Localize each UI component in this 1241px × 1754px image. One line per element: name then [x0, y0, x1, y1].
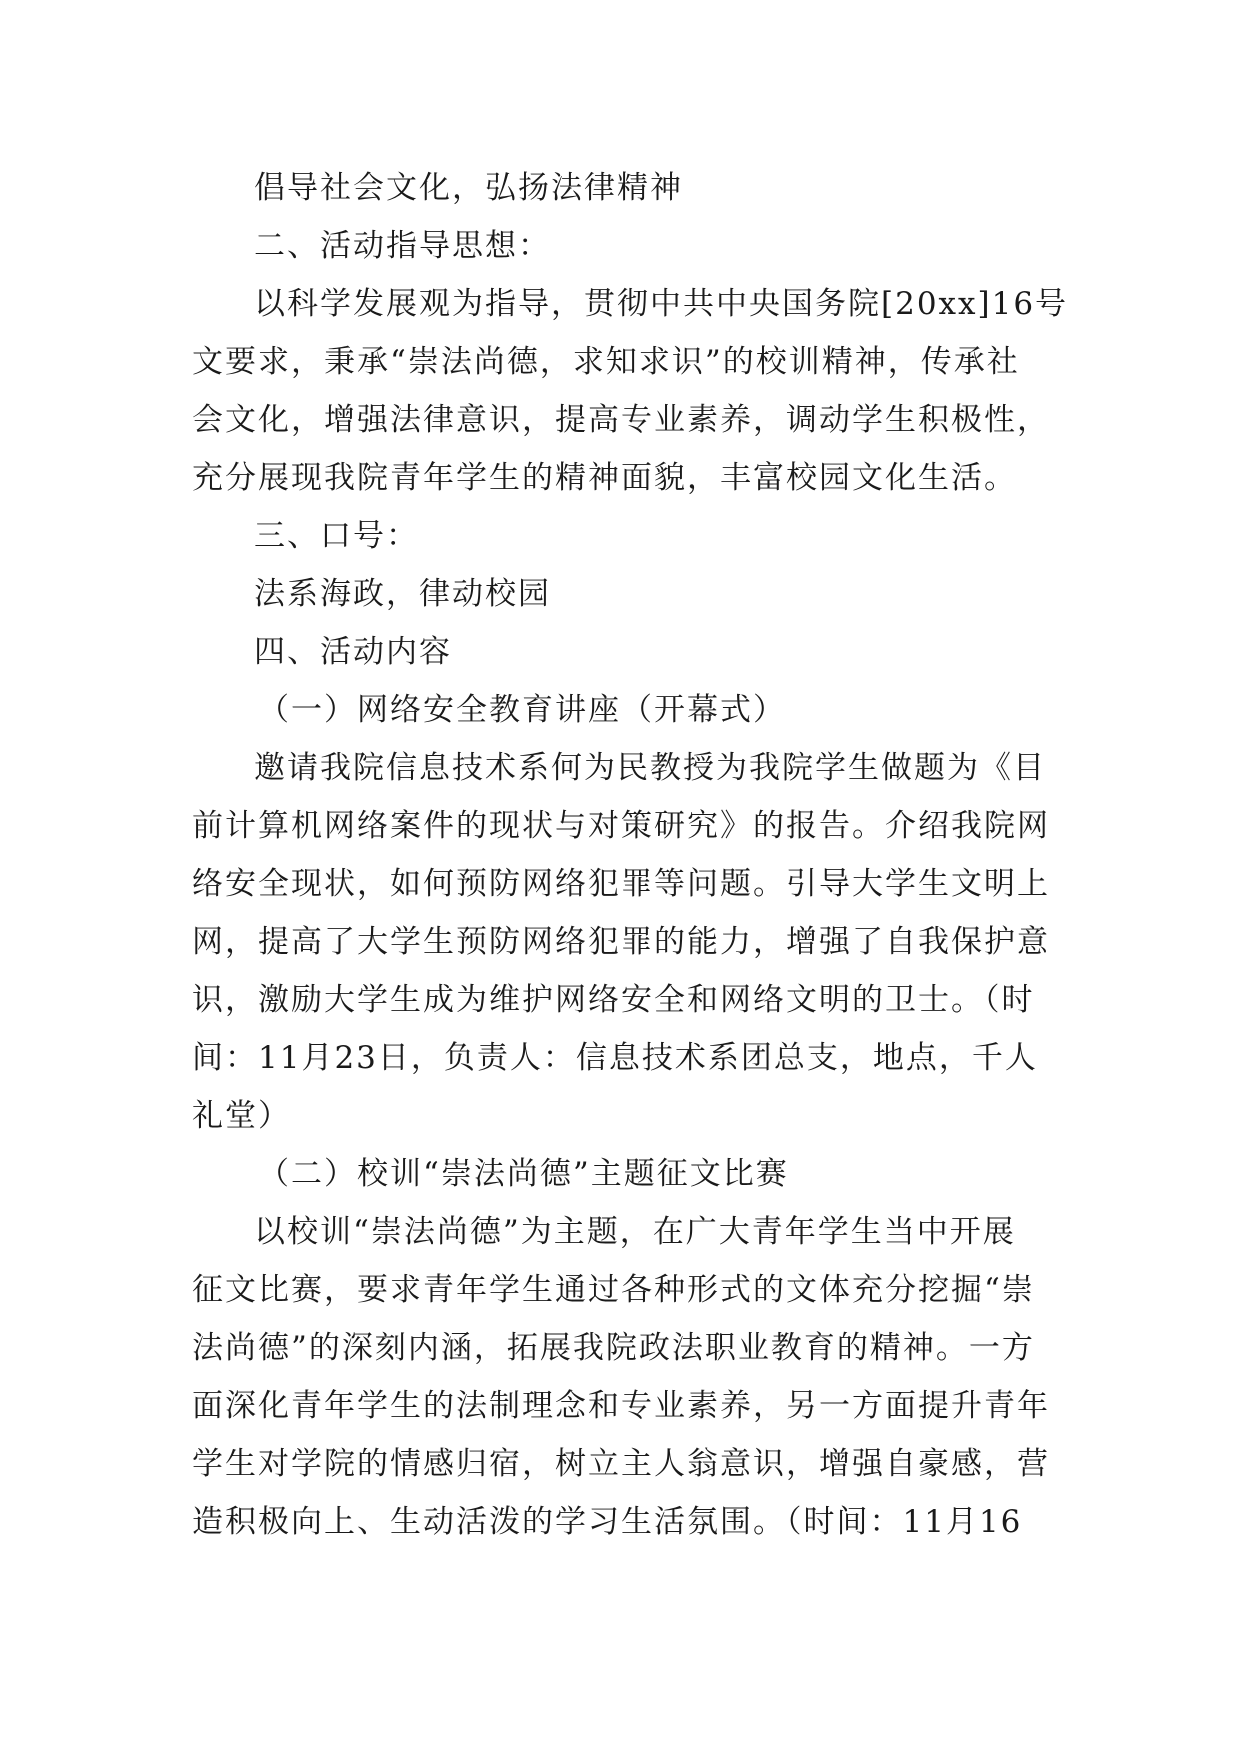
subsection-heading: （二）校训“崇法尚德”主题征文比赛: [258, 1156, 789, 1192]
text-line: 法系海政，律动校园: [254, 576, 551, 612]
text-line: 面深化青年学生的法制理念和专业素养，另一方面提升青年: [192, 1388, 1050, 1424]
text-line: 识，激励大学生成为维护网络安全和网络文明的卫士。（时: [192, 982, 1035, 1018]
text-line: 会文化，增强法律意识，提高专业素养，调动学生积极性，: [192, 402, 1050, 438]
text-line: 网，提高了大学生预防网络犯罪的能力，增强了自我保护意: [192, 924, 1050, 960]
document-body: [192, 159, 1069, 1551]
text-line: 法尚德”的深刻内涵，拓展我院政法职业教育的精神。一方: [192, 1330, 1035, 1366]
text-line: 倡导社会文化，弘扬法律精神: [254, 170, 683, 206]
text-line: 以科学发展观为指导，贯彻中共中央国务院[20xx]16号: [254, 286, 1069, 322]
text-line: 文要求，秉承“崇法尚德，求知求识”的校训精神，传承社: [192, 344, 1020, 380]
subsection-heading: （一）网络安全教育讲座（开幕式）: [258, 692, 786, 728]
text-line: 造积极向上、生动活泼的学习生活氛围。（时间：11月16: [192, 1504, 1023, 1540]
section-heading: 四、活动内容: [254, 634, 452, 670]
text-line: 络安全现状，如何预防网络犯罪等问题。引导大学生文明上: [192, 866, 1050, 902]
text-line: 充分展现我院青年学生的精神面貌，丰富校园文化生活。: [192, 460, 1017, 496]
text-line: 邀请我院信息技术系何为民教授为我院学生做题为《目: [254, 750, 1046, 786]
text-line: 以校训“崇法尚德”为主题，在广大青年学生当中开展: [254, 1214, 1016, 1250]
text-line: 征文比赛，要求青年学生通过各种形式的文体充分挖掘“崇: [192, 1272, 1035, 1308]
text-line: 前计算机网络案件的现状与对策研究》的报告。介绍我院网: [192, 808, 1050, 844]
text-line: 学生对学院的情感归宿，树立主人翁意识，增强自豪感，营: [192, 1446, 1050, 1482]
text-line: 间：11月23日，负责人：信息技术系团总支，地点，千人: [192, 1040, 1038, 1076]
section-heading: 三、口号：: [254, 518, 419, 554]
text-line: 礼堂）: [192, 1098, 291, 1134]
section-heading: 二、活动指导思想：: [254, 228, 551, 264]
